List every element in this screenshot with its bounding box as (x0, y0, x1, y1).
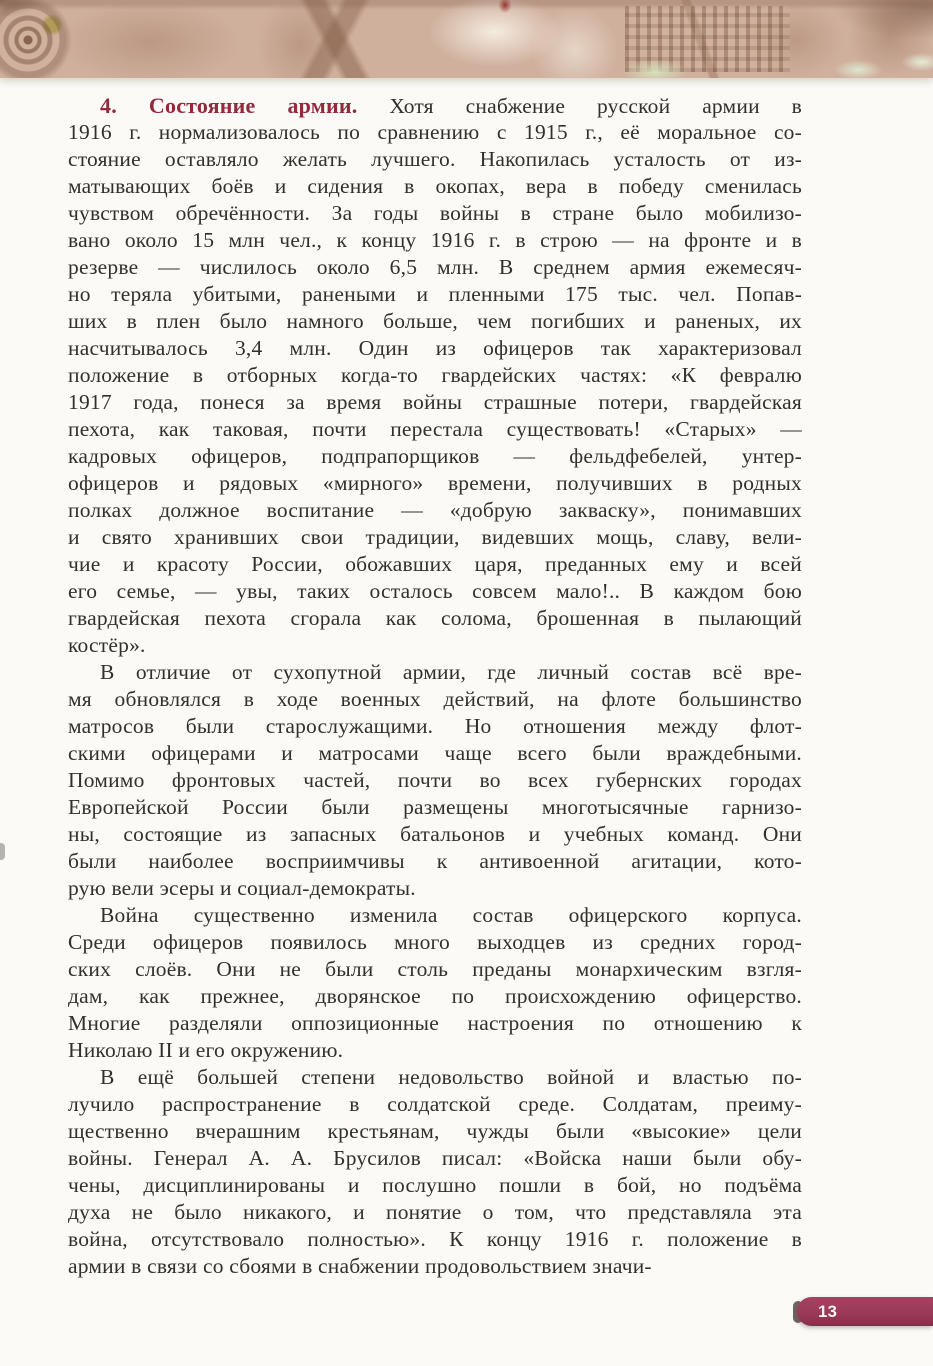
text-line: мя обновлялся в ходе военных действий, на флоте большинство (68, 687, 802, 711)
text-line: рую вели эсеры и социал-демократы. (68, 876, 416, 900)
text-line: Николаю II и его окружению. (68, 1038, 344, 1062)
text-line: насчитывалось 3,4 млн. Один из офицеров так характеризовал (68, 336, 802, 360)
text-line: Война существенно изменила состав офицерского корпуса. (100, 903, 802, 927)
paragraph (68, 902, 802, 1064)
text-line: и свято хранивших свои традиции, видевших мощь, славу, вели- (68, 525, 802, 549)
text-line: резерве — числилось около 6,5 млн. В среднем армия ежемесяч- (68, 255, 802, 279)
scan-artifact-mark (0, 843, 5, 860)
text-line: матросов были старослужащими. Но отношения между флот- (68, 714, 802, 738)
text-line: Европейской России были размещены многотысячные гарнизо- (68, 795, 802, 819)
text-line: были наиболее восприимчивы к антивоенной агитации, кото- (68, 849, 802, 873)
text-line: лучило распространение в солдатской среде. Солдатам, преиму- (68, 1092, 802, 1116)
text-line: ских слоёв. Они не были столь преданы монархическим взгля- (68, 957, 802, 981)
text-line: 1916 г. нормализовалось по сравнению с 1915 г., её моральное со- (68, 120, 802, 144)
text-line: чены, дисциплинированы и послушно пошли в бой, но подъёма (68, 1173, 802, 1197)
text-line: 1917 года, понеся за время войны страшные потери, гвардейская (68, 390, 802, 414)
text-line: скими офицерами и матросами чаще всего были враждебными. (68, 741, 802, 765)
text-line: ны, состоящие из запасных батальонов и учебных команд. Они (68, 822, 802, 846)
text-line: матывающих боёв и сидения в окопах, вера в победу сменилась (68, 174, 802, 198)
text-line: но теряла убитыми, ранеными и пленными 175 тыс. чел. Попав- (68, 282, 802, 306)
text-line: чувством обречённости. За годы войны в стране было мобилизо- (68, 201, 802, 225)
paragraph (68, 1064, 802, 1280)
text-line (68, 92, 802, 119)
text-line: Многие разделяли оппозиционные настроения по отношению к (68, 1011, 802, 1035)
article (68, 92, 802, 1280)
text-line: армии в связи со сбоями в снабжении продовольствием значи- (68, 1254, 652, 1278)
text-line: война, отсутствовало полностью». К концу 1916 г. положение в (68, 1227, 802, 1251)
text-line: положение в отборных когда-то гвардейских частях: «К февралю (68, 363, 802, 387)
text-line: его семье, — увы, таких осталось совсем мало!.. В каждом бою (68, 579, 802, 603)
text-line: костёр». (68, 633, 146, 657)
page-number-tab (797, 1297, 933, 1326)
text-line: щественно вчерашним крестьянам, чужды были «высокие» цели (68, 1119, 802, 1143)
text-line: Помимо фронтовых частей, почти во всех губернских городах (68, 768, 802, 792)
text-line: офицеров и рядовых «мирного» времени, получивших в родных (68, 471, 802, 495)
page-number: 13 (818, 1302, 837, 1321)
section-heading: 4. Состояние армии. (100, 93, 358, 118)
text-line: дам, как прежнее, дворянское по происхождению офицерство. (68, 984, 802, 1008)
text-line: ших в плен было намного больше, чем погибших и раненых, их (68, 309, 802, 333)
text-line: вано около 15 млн чел., к концу 1916 г. в строю — на фронте и в (68, 228, 802, 252)
collage-color-accents (0, 0, 933, 78)
text-line: гвардейская пехота сгорала как солома, брошенная в пылающий (68, 606, 802, 630)
text-line: полках должное воспитание — «добрую закваску», понимавших (68, 498, 802, 522)
paragraph (68, 659, 802, 902)
text-line: кадровых офицеров, подпрапорщиков — фельдфебелей, унтер- (68, 444, 802, 468)
text-line: пехота, как таковая, почти перестала существовать! «Старых» — (68, 417, 802, 441)
text-line: войны. Генерал А. А. Брусилов писал: «Войска наши были обу- (68, 1146, 802, 1170)
text-line: В ещё большей степени недовольство войной и властью по- (100, 1065, 802, 1089)
decorative-header-collage (0, 0, 933, 78)
text-line: В отличие от сухопутной армии, где личный состав всё вре- (100, 660, 802, 684)
text-line: чие и красоту России, обожавших царя, преданных ему и всей (68, 552, 802, 576)
paragraph (68, 92, 802, 659)
text-line: духа не было никакого, и понятие о том, что представляла эта (68, 1200, 802, 1224)
heading-line-text: Хотя снабжение русской армии в (389, 94, 803, 118)
text-line: стояние оставляло желать лучшего. Накопилась усталость от из- (68, 147, 802, 171)
text-line: Среди офицеров появилось много выходцев из средних город- (68, 930, 802, 954)
